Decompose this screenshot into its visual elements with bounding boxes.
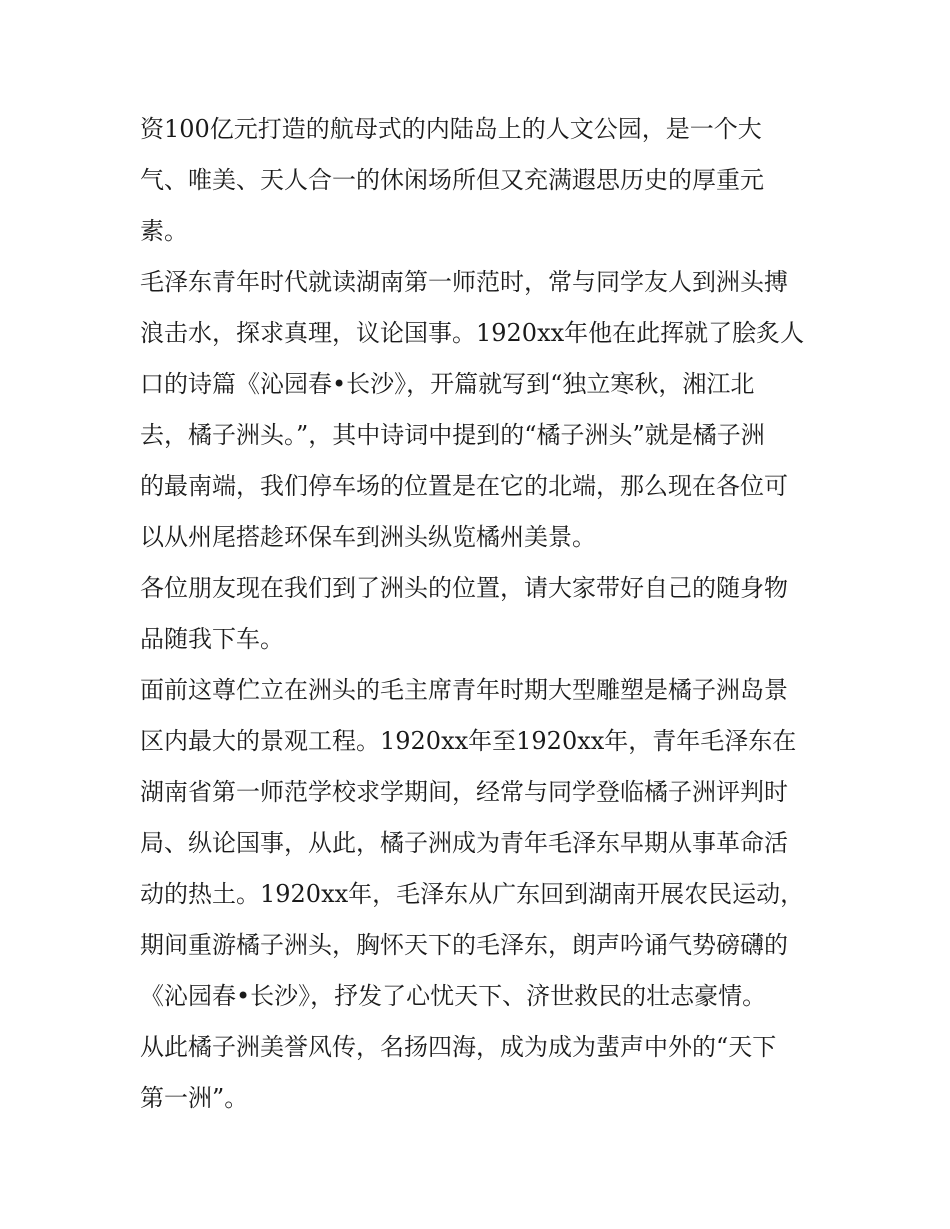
- text-line: 第一洲”。: [140, 1084, 249, 1112]
- text-line: 素。: [140, 217, 188, 245]
- text-line: 区内最大的景观工程。1920xx年至1920xx年，青年毛泽东在: [140, 727, 797, 755]
- text-line: 资100亿元打造的航母式的内陆岛上的人文公园，是一个大: [140, 115, 762, 143]
- text-line: 期间重游橘子洲头，胸怀天下的毛泽东，朗声吟诵气势磅礴的: [140, 931, 788, 959]
- paragraph-4: [140, 665, 812, 1124]
- paragraph-1: [140, 104, 812, 257]
- paragraph-2: [140, 257, 812, 563]
- text-line: 面前这尊伫立在洲头的毛主席青年时期大型雕塑是橘子洲岛景: [140, 676, 788, 704]
- text-line: 口的诗篇《沁园春•长沙》，开篇就写到“独立寒秋，湘江北: [140, 370, 755, 398]
- text-line: 《沁园春•长沙》，抒发了心忧天下、济世救民的壮志豪情。: [140, 982, 767, 1010]
- text-line: 去，橘子洲头。”，其中诗词中提到的“橘子洲头”就是橘子洲: [140, 421, 765, 449]
- text-line: 从此橘子洲美誉风传，名扬四海，成为成为蜚声中外的“天下: [140, 1033, 777, 1061]
- text-line: 动的热土。1920xx年，毛泽东从广东回到湖南开展农民运动，: [140, 880, 805, 908]
- text-line: 局、纵论国事，从此，橘子洲成为青年毛泽东早期从事革命活: [140, 829, 788, 857]
- text-line: 的最南端，我们停车场的位置是在它的北端，那么现在各位可: [140, 472, 788, 500]
- text-line: 各位朋友现在我们到了洲头的位置，请大家带好自己的随身物: [140, 574, 788, 602]
- text-line: 气、唯美、天人合一的休闲场所但又充满遐思历史的厚重元: [140, 166, 764, 194]
- text-line: 浪击水，探求真理，议论国事。1920xx年他在此挥就了脍炙人: [140, 319, 805, 347]
- paragraph-3: [140, 563, 812, 665]
- text-line: 品随我下车。: [140, 625, 284, 653]
- text-line: 湖南省第一师范学校求学期间，经常与同学登临橘子洲评判时: [140, 778, 788, 806]
- document-body: [140, 104, 812, 1124]
- text-line: 毛泽东青年时代就读湖南第一师范时，常与同学友人到洲头搏: [140, 268, 788, 296]
- text-line: 以从州尾搭趁环保车到洲头纵览橘州美景。: [140, 523, 596, 551]
